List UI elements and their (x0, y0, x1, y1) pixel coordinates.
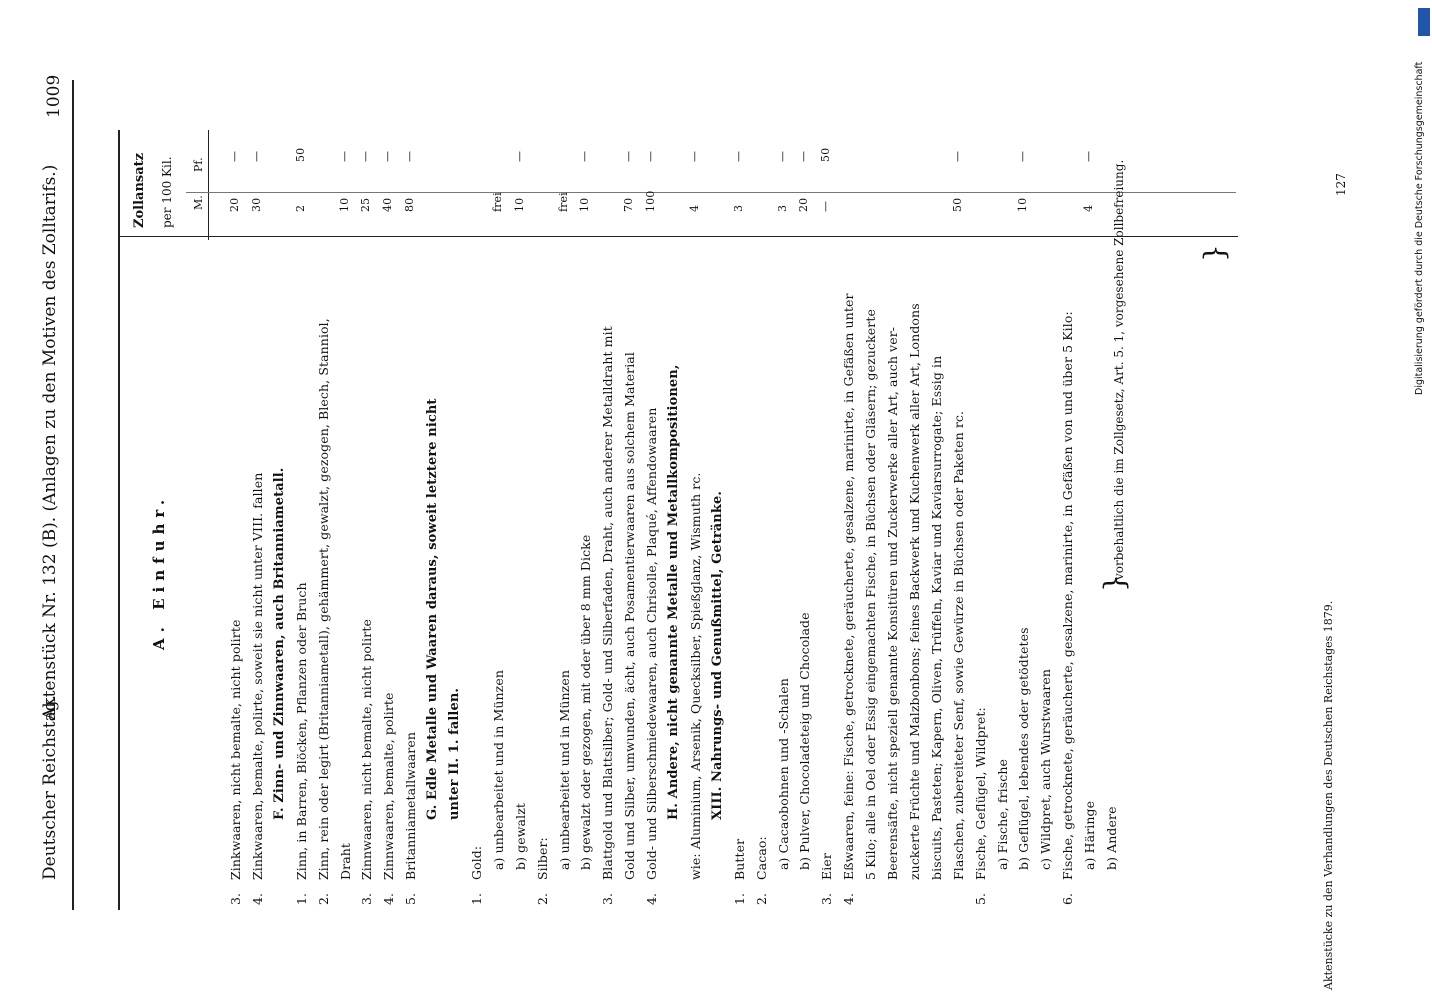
exemption-note: vorbehaltlich die im Zollgesetz, Art. 5. 1, vorgesehene Zollbefreiung. (1112, 159, 1126, 580)
rate-pf: — (622, 150, 636, 162)
row-number: 6. (1060, 892, 1076, 905)
row-number: 4. (381, 892, 397, 905)
row-text: Beerensäfte, nicht speziell genannte Konsitüren und Zuckerwerke aller Art, auch ver- (885, 326, 900, 880)
dfg-logo-icon (1418, 8, 1430, 36)
rate-mark: 30 (249, 197, 263, 212)
digitization-credit: Digitalisierung gefördert durch die Deutsche Forschungsgemeinschaft (1414, 61, 1425, 395)
rate-mark: 10 (578, 197, 592, 212)
column-head-mark: M. (192, 195, 205, 210)
rate-mark: 70 (622, 197, 636, 212)
row-number: 1. (731, 892, 747, 905)
rate-mark: 20 (797, 197, 811, 212)
column-head-pf: Pf. (192, 157, 205, 172)
row-number: 2. (534, 892, 550, 905)
footer-signature: 127 (1334, 173, 1348, 196)
row-text: a) unbearbeitet und in Münzen (556, 670, 572, 870)
brace-icon-2: } (1198, 244, 1231, 262)
row-text: Fische, getrocknete, geräucherte, gesalzene, marinirte, in Gefäßen von und über 5 Kilo: (1060, 311, 1076, 880)
column-head-unit: per 100 Kil. (160, 156, 174, 228)
row-text: Fische, Geflügel, Wildpret: (972, 707, 988, 880)
running-header-left: Deutscher Reichstag. (40, 695, 60, 880)
row-text: a) unbearbeitet und in Münzen (490, 670, 506, 870)
rate-pf: 50 (293, 147, 307, 162)
rate-pf: — (512, 150, 526, 162)
rate-mark: 20 (228, 197, 241, 212)
rate-mark: 10 (1016, 197, 1030, 212)
rate-pf: — (687, 150, 701, 162)
rate-mark: 3 (775, 204, 789, 212)
section-title: A. Einfuhr. (150, 493, 168, 650)
rate-pf: — (249, 150, 263, 162)
rate-mark: frei (556, 192, 570, 212)
column-head-title: Zollansatz (132, 152, 147, 228)
row-text: Zinnwaaren, nicht bemalte, nicht polirte (359, 619, 375, 880)
row-number: 2. (315, 892, 331, 905)
rate-mark: 50 (950, 197, 964, 212)
row-number: 5. (403, 892, 419, 905)
row-text: b) Geflügel, lebendes oder getödtetes (1016, 627, 1032, 870)
row-number: 3. (359, 892, 375, 905)
rate-pf: — (1016, 150, 1030, 162)
row-text: a) Fische, frische (994, 758, 1010, 870)
rate-pf: — (775, 150, 789, 162)
row-number: 1. (468, 892, 484, 905)
row-number: 1. (293, 892, 309, 905)
row-text: Gold und Silber, umwunden, ächt, auch Posamentierwaaren aus solchem Material (622, 352, 638, 880)
rate-mark: 40 (381, 197, 395, 212)
rate-pf: — (228, 150, 241, 162)
row-text: Silber: (534, 837, 550, 880)
group-heading: unter II. 1. fallen. (447, 687, 462, 820)
column-head-rule (208, 130, 209, 240)
rate-pf: — (644, 150, 658, 162)
brace-icon: } (1098, 574, 1131, 592)
row-text: b) Pulver, Chocoladeteig und Chocolade (797, 612, 813, 870)
rate-mark: — (819, 200, 833, 212)
footer-left: Aktenstücke zu den Verhandlungen des Deutschen Reichstages 1879. (1322, 600, 1335, 990)
row-text: b) Andere (1104, 806, 1119, 870)
row-text: 5 Kilo; alle in Oel oder Essig eingemachten Fische, in Büchsen oder Gläsern; gezuckerte (863, 309, 879, 880)
rate-pf: — (359, 150, 373, 162)
rate-mark: 4 (687, 204, 701, 212)
row-text: Gold: (468, 845, 484, 880)
rate-pf: — (731, 150, 745, 162)
row-number: 3. (228, 892, 243, 905)
row-text: Draht (337, 842, 353, 880)
rate-pf: — (381, 150, 395, 162)
row-text: Eier (819, 853, 835, 880)
rate-mark: 80 (403, 197, 417, 212)
header-rule (72, 80, 74, 910)
rate-mark: 3 (731, 204, 745, 212)
row-number: 5. (972, 892, 988, 905)
row-text: Britanniametallwaaren (403, 731, 419, 880)
row-number: 4. (841, 892, 857, 905)
row-text: Butter (731, 838, 747, 880)
rate-mark: 100 (644, 190, 658, 212)
rate-pf: — (1082, 150, 1096, 162)
row-text: biscuits, Pasteten; Kapern, Oliven, Trüffeln, Kaviar und Kaviarsurrogate; Essig in (928, 355, 944, 880)
row-text: Gold- und Silberschmiedewaaren, auch Chrisolle, Plaqué, Affendowaaren (644, 407, 660, 880)
row-text: zuckerte Früchte und Malzbonbons; feines Backwerk und Kuchenwerk aller Art, Londons (906, 303, 922, 880)
rate-mark: 4 (1082, 204, 1096, 212)
table-top-rule (118, 130, 120, 910)
row-text: Zinnwaaren, bemalte, polirte (381, 692, 397, 880)
rate-pf: — (950, 150, 964, 162)
rate-pf: — (797, 150, 811, 162)
rate-mark: 10 (337, 197, 351, 212)
column-divider (118, 236, 1238, 237)
running-header-center: Aktenstück Nr. 132 (B). (Anlagen zu den Motiven des Zolltarifs.) (40, 164, 60, 720)
rate-mark: 10 (512, 197, 526, 212)
rate-pf: — (403, 150, 417, 162)
row-text: Zinn, rein oder legirt (Britanniametall), gehämmert, gewalzt, gezogen, Blech, Stanniol, (315, 318, 331, 880)
group-heading: XIII. Nahrungs- und Genußmittel, Getränke. (709, 491, 725, 820)
row-text: Zinkwaaren, nicht bemalte, nicht polirte (228, 619, 243, 880)
rate-mark: 25 (359, 197, 373, 212)
rate-pf: — (337, 150, 351, 162)
rate-pf: — (578, 150, 592, 162)
row-text: Zinn, in Barren, Blöcken, Pflanzen oder Bruch (293, 582, 309, 880)
row-number: 4. (249, 892, 265, 905)
group-heading: F. Zinn- und Zinnwaaren, auch Britanniametall. (271, 467, 287, 820)
row-number: 3. (819, 892, 835, 905)
row-text: Eßwaaren, feine: Fische, getrocknete, geräucherte, gesalzene, marinirte, in Gefäßen unter (841, 293, 857, 880)
row-text: a) Cacaobohnen und -Schalen (775, 678, 791, 870)
row-text: b) gewalzt (512, 802, 528, 870)
rate-mark: frei (490, 192, 504, 212)
row-text: Zinkwaaren, bemalte, polirte, soweit sie nicht unter VIII. fallen (249, 472, 265, 880)
row-text: Cacao: (753, 836, 769, 880)
page-number: 1009 (44, 74, 64, 118)
mark-pf-divider (186, 192, 1236, 193)
rate-mark: 2 (293, 204, 307, 212)
row-text: c) Wildpret, auch Wurstwaaren (1038, 668, 1054, 870)
row-number: 4. (644, 892, 660, 905)
rate-pf: 50 (819, 147, 833, 162)
group-heading: H. Andere, nicht genannte Metalle und Metallkompositionen, (666, 364, 681, 820)
row-number: 3. (600, 892, 616, 905)
row-text: wie: Aluminium, Arsenik, Quecksilber, Spießglanz, Wismuth rc. (687, 472, 703, 880)
row-text: b) gewalzt oder gezogen, mit oder über 8 mm Dicke (578, 534, 594, 870)
row-number: 2. (753, 892, 769, 905)
row-text: Flaschen, zubereiteter Senf, sowie Gewürze in Büchsen oder Paketen rc. (950, 410, 966, 880)
row-text: Blattgold und Blattsilber; Gold- und Silberfaden, Draht, auch anderer Metalldraht mit (600, 326, 616, 880)
group-heading: G. Edle Metalle und Waaren daraus, soweit letztere nicht (425, 398, 441, 820)
row-text: a) Häringe (1082, 800, 1098, 870)
